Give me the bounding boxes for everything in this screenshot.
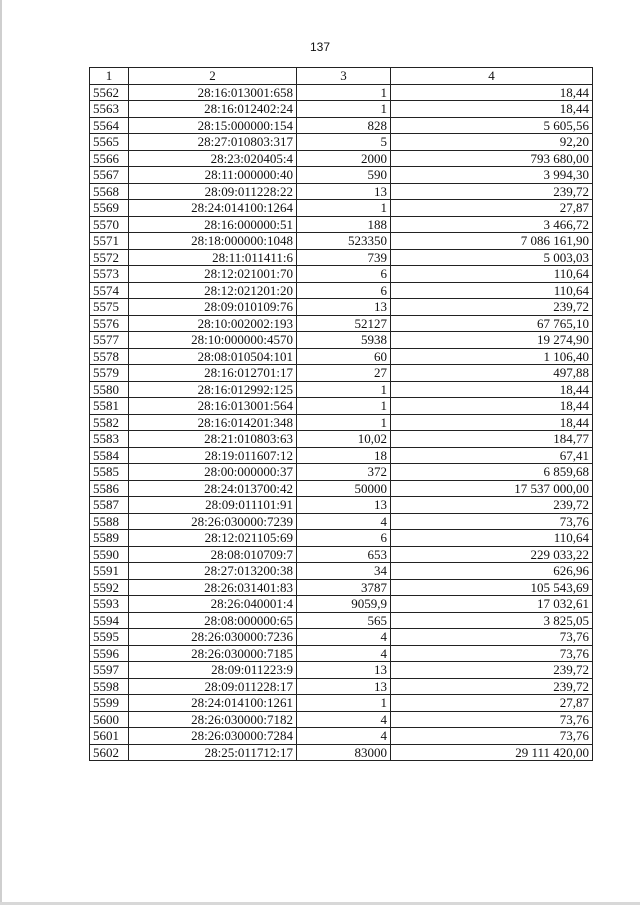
table-row [90,282,593,299]
quantity-cell: 83000 [297,744,391,761]
cadastral-number-cell: 28:21:010803:63 [129,431,297,448]
amount-cell: 793 680,00 [391,150,593,167]
table-row [90,645,593,662]
cadastral-number-cell: 28:16:000000:51 [129,216,297,233]
amount-cell: 5 003,03 [391,249,593,266]
cadastral-number-cell: 28:27:013200:38 [129,563,297,580]
amount-cell: 239,72 [391,497,593,514]
quantity-cell: 4 [297,711,391,728]
table-row [90,299,593,316]
cadastral-number-cell: 28:16:012402:24 [129,101,297,118]
amount-cell: 626,96 [391,563,593,580]
cadastral-number-cell: 28:24:014100:1261 [129,695,297,712]
row-number-cell: 5588 [90,513,129,530]
quantity-cell: 739 [297,249,391,266]
cadastral-number-cell: 28:16:012701:17 [129,365,297,382]
row-number-cell: 5571 [90,233,129,250]
cadastral-number-cell: 28:09:011228:22 [129,183,297,200]
amount-cell: 18,44 [391,381,593,398]
row-number-cell: 5594 [90,612,129,629]
table-row [90,332,593,349]
amount-cell: 67 765,10 [391,315,593,332]
cadastral-number-cell: 28:08:000000:65 [129,612,297,629]
header-cell-3: 3 [297,68,391,85]
amount-cell: 110,64 [391,266,593,283]
amount-cell: 110,64 [391,530,593,547]
table-row [90,530,593,547]
amount-cell: 92,20 [391,134,593,151]
row-number-cell: 5593 [90,596,129,613]
quantity-cell: 13 [297,678,391,695]
row-number-cell: 5569 [90,200,129,217]
table-row [90,497,593,514]
cadastral-number-cell: 28:26:030000:7185 [129,645,297,662]
amount-cell: 17 032,61 [391,596,593,613]
row-number-cell: 5563 [90,101,129,118]
amount-cell: 6 859,68 [391,464,593,481]
row-number-cell: 5583 [90,431,129,448]
table-row [90,398,593,415]
scan-edge-left [0,0,2,905]
amount-cell: 18,44 [391,398,593,415]
cadastral-number-cell: 28:09:010109:76 [129,299,297,316]
row-number-cell: 5587 [90,497,129,514]
quantity-cell: 13 [297,299,391,316]
amount-cell: 73,76 [391,711,593,728]
table-row [90,233,593,250]
table-row [90,167,593,184]
amount-cell: 105 543,69 [391,579,593,596]
row-number-cell: 5585 [90,464,129,481]
quantity-cell: 2000 [297,150,391,167]
amount-cell: 3 825,05 [391,612,593,629]
amount-cell: 19 274,90 [391,332,593,349]
quantity-cell: 13 [297,497,391,514]
header-cell-4: 4 [391,68,593,85]
quantity-cell: 50000 [297,480,391,497]
table-row [90,480,593,497]
row-number-cell: 5579 [90,365,129,382]
row-number-cell: 5602 [90,744,129,761]
amount-cell: 110,64 [391,282,593,299]
row-number-cell: 5565 [90,134,129,151]
row-number-cell: 5573 [90,266,129,283]
row-number-cell: 5566 [90,150,129,167]
quantity-cell: 27 [297,365,391,382]
amount-cell: 239,72 [391,678,593,695]
row-number-cell: 5598 [90,678,129,695]
cadastral-number-cell: 28:15:000000:154 [129,117,297,134]
header-cell-2: 2 [129,68,297,85]
table-row [90,84,593,101]
quantity-cell: 13 [297,183,391,200]
cadastral-number-cell: 28:00:000000:37 [129,464,297,481]
amount-cell: 5 605,56 [391,117,593,134]
table-row [90,348,593,365]
table-row [90,744,593,761]
row-number-cell: 5600 [90,711,129,728]
row-number-cell: 5597 [90,662,129,679]
quantity-cell: 9059,9 [297,596,391,613]
cadastral-number-cell: 28:09:011101:91 [129,497,297,514]
cadastral-number-cell: 28:27:010803:317 [129,134,297,151]
cadastral-number-cell: 28:10:000000:4570 [129,332,297,349]
row-number-cell: 5581 [90,398,129,415]
table-row [90,381,593,398]
table-row [90,612,593,629]
amount-cell: 1 106,40 [391,348,593,365]
cadastral-number-cell: 28:26:030000:7236 [129,629,297,646]
row-number-cell: 5580 [90,381,129,398]
table-row [90,101,593,118]
quantity-cell: 1 [297,398,391,415]
table-row [90,678,593,695]
table-row [90,579,593,596]
quantity-cell: 4 [297,629,391,646]
quantity-cell: 6 [297,266,391,283]
quantity-cell: 1 [297,381,391,398]
table-row [90,266,593,283]
row-number-cell: 5590 [90,546,129,563]
row-number-cell: 5599 [90,695,129,712]
quantity-cell: 4 [297,645,391,662]
cadastral-number-cell: 28:24:013700:42 [129,480,297,497]
quantity-cell: 13 [297,662,391,679]
quantity-cell: 653 [297,546,391,563]
table-row [90,711,593,728]
row-number-cell: 5578 [90,348,129,365]
row-number-cell: 5570 [90,216,129,233]
table-body [90,84,593,761]
quantity-cell: 1 [297,414,391,431]
cadastral-number-cell: 28:26:030000:7284 [129,728,297,745]
cadastral-number-cell: 28:10:002002:193 [129,315,297,332]
amount-cell: 73,76 [391,629,593,646]
table-row [90,662,593,679]
row-number-cell: 5568 [90,183,129,200]
quantity-cell: 188 [297,216,391,233]
quantity-cell: 523350 [297,233,391,250]
amount-cell: 73,76 [391,728,593,745]
table-row [90,447,593,464]
table-row [90,563,593,580]
quantity-cell: 1 [297,84,391,101]
quantity-cell: 52127 [297,315,391,332]
table-row [90,728,593,745]
header-row [90,68,593,85]
amount-cell: 184,77 [391,431,593,448]
row-number-cell: 5577 [90,332,129,349]
cadastral-number-cell: 28:12:021105:69 [129,530,297,547]
cadastral-number-cell: 28:25:011712:17 [129,744,297,761]
cadastral-number-cell: 28:08:010709:7 [129,546,297,563]
quantity-cell: 60 [297,348,391,365]
table-row [90,629,593,646]
table-row [90,216,593,233]
cadastral-number-cell: 28:08:010504:101 [129,348,297,365]
cadastral-number-cell: 28:11:011411:6 [129,249,297,266]
cadastral-number-cell: 28:26:031401:83 [129,579,297,596]
cadastral-number-cell: 28:26:040001:4 [129,596,297,613]
amount-cell: 239,72 [391,662,593,679]
cadastral-number-cell: 28:09:011223:9 [129,662,297,679]
cadastral-number-cell: 28:16:013001:658 [129,84,297,101]
row-number-cell: 5562 [90,84,129,101]
quantity-cell: 372 [297,464,391,481]
cadastral-number-cell: 28:19:011607:12 [129,447,297,464]
amount-cell: 67,41 [391,447,593,464]
amount-cell: 18,44 [391,101,593,118]
table-row [90,134,593,151]
amount-cell: 73,76 [391,513,593,530]
amount-cell: 239,72 [391,299,593,316]
row-number-cell: 5572 [90,249,129,266]
row-number-cell: 5591 [90,563,129,580]
amount-cell: 18,44 [391,84,593,101]
quantity-cell: 565 [297,612,391,629]
amount-cell: 17 537 000,00 [391,480,593,497]
table-row [90,117,593,134]
row-number-cell: 5567 [90,167,129,184]
table-row [90,431,593,448]
quantity-cell: 828 [297,117,391,134]
quantity-cell: 5938 [297,332,391,349]
table-row [90,464,593,481]
quantity-cell: 1 [297,101,391,118]
quantity-cell: 4 [297,728,391,745]
cadastral-number-cell: 28:12:021201:20 [129,282,297,299]
table-row [90,513,593,530]
row-number-cell: 5596 [90,645,129,662]
row-number-cell: 5595 [90,629,129,646]
cadastral-number-cell: 28:16:013001:564 [129,398,297,415]
row-number-cell: 5576 [90,315,129,332]
cadastral-number-cell: 28:26:030000:7239 [129,513,297,530]
quantity-cell: 1 [297,695,391,712]
quantity-cell: 5 [297,134,391,151]
amount-cell: 7 086 161,90 [391,233,593,250]
amount-cell: 3 466,72 [391,216,593,233]
row-number-cell: 5582 [90,414,129,431]
quantity-cell: 4 [297,513,391,530]
table-row [90,695,593,712]
row-number-cell: 5574 [90,282,129,299]
amount-cell: 27,87 [391,200,593,217]
amount-cell: 18,44 [391,414,593,431]
quantity-cell: 34 [297,563,391,580]
row-number-cell: 5601 [90,728,129,745]
header-cell-1: 1 [90,68,129,85]
table-row [90,596,593,613]
row-number-cell: 5586 [90,480,129,497]
cadastral-number-cell: 28:16:014201:348 [129,414,297,431]
amount-cell: 497,88 [391,365,593,382]
amount-cell: 229 033,22 [391,546,593,563]
page-number: 137 [309,40,331,54]
cadastral-number-cell: 28:26:030000:7182 [129,711,297,728]
row-number-cell: 5584 [90,447,129,464]
table-row [90,150,593,167]
amount-cell: 73,76 [391,645,593,662]
cadastral-number-cell: 28:09:011228:17 [129,678,297,695]
row-number-cell: 5564 [90,117,129,134]
amount-cell: 239,72 [391,183,593,200]
table-row [90,183,593,200]
cadastral-number-cell: 28:18:000000:1048 [129,233,297,250]
table-row [90,414,593,431]
quantity-cell: 18 [297,447,391,464]
row-number-cell: 5575 [90,299,129,316]
quantity-cell: 1 [297,200,391,217]
table-row [90,200,593,217]
cadastral-number-cell: 28:23:020405:4 [129,150,297,167]
cadastral-number-cell: 28:16:012992:125 [129,381,297,398]
row-number-cell: 5589 [90,530,129,547]
quantity-cell: 590 [297,167,391,184]
row-number-cell: 5592 [90,579,129,596]
quantity-cell: 6 [297,530,391,547]
amount-cell: 3 994,30 [391,167,593,184]
quantity-cell: 10,02 [297,431,391,448]
table-row [90,315,593,332]
table-header [90,68,593,85]
amount-cell: 29 111 420,00 [391,744,593,761]
data-table [89,67,593,761]
cadastral-number-cell: 28:12:021001:70 [129,266,297,283]
table-row [90,249,593,266]
amount-cell: 27,87 [391,695,593,712]
cadastral-number-cell: 28:24:014100:1264 [129,200,297,217]
table-row [90,365,593,382]
table-row [90,546,593,563]
quantity-cell: 6 [297,282,391,299]
cadastral-number-cell: 28:11:000000:40 [129,167,297,184]
quantity-cell: 3787 [297,579,391,596]
